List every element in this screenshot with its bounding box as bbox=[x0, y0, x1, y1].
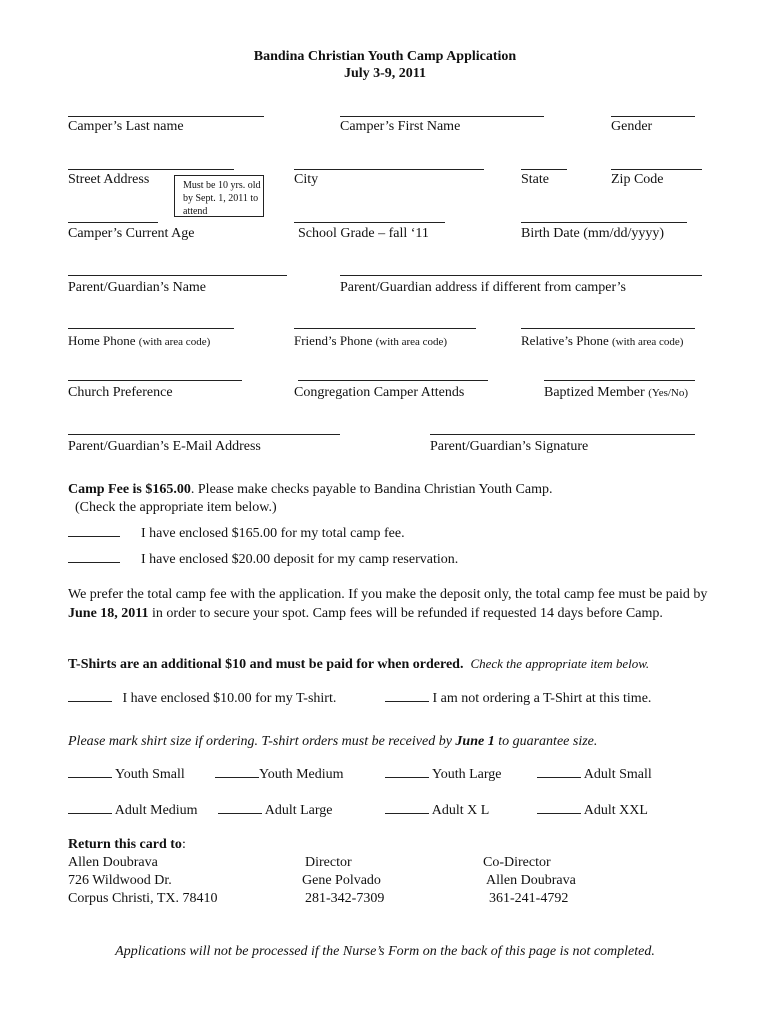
relative-phone-label bbox=[521, 333, 683, 349]
friend-phone-line[interactable] bbox=[294, 328, 476, 329]
fee-para-a: We prefer the total camp fee with the application. If you make the deposit only, the total camp fee must be paid by bbox=[68, 587, 708, 602]
current-age-label: Camper’s Current Age bbox=[68, 226, 195, 241]
size-youth-small bbox=[68, 766, 185, 783]
parent-address-line[interactable] bbox=[340, 275, 702, 276]
tshirt-enclosed bbox=[68, 690, 336, 707]
gender-label: Gender bbox=[611, 119, 653, 134]
director-name: Gene Polvado bbox=[302, 873, 381, 888]
baptized-line[interactable] bbox=[544, 380, 695, 381]
return-heading-text: Return this card to bbox=[68, 837, 182, 852]
size-blank[interactable] bbox=[385, 766, 429, 778]
size-instr-date: June 1 bbox=[455, 734, 495, 749]
parent-signature-label: Parent/Guardian’s Signature bbox=[430, 439, 589, 454]
baptized-note: (Yes/No) bbox=[648, 387, 689, 399]
form-title: Bandina Christian Youth Camp Application bbox=[253, 49, 517, 64]
school-grade-label: School Grade – fall ‘11 bbox=[298, 226, 429, 241]
state-line[interactable] bbox=[521, 169, 567, 170]
fee-total-text: I have enclosed $165.00 for my total camp fee. bbox=[141, 526, 405, 541]
size-blank[interactable] bbox=[68, 802, 112, 814]
last-name-line[interactable] bbox=[68, 116, 264, 117]
size-adult-xl bbox=[385, 802, 489, 819]
parent-email-line[interactable] bbox=[68, 434, 340, 435]
size-youth-large bbox=[385, 766, 501, 783]
home-phone-text: Home Phone bbox=[68, 333, 136, 348]
first-name-line[interactable] bbox=[340, 116, 544, 117]
fee-option-deposit bbox=[68, 551, 458, 568]
size-blank[interactable] bbox=[218, 802, 262, 814]
parent-name-line[interactable] bbox=[68, 275, 287, 276]
friend-phone-label bbox=[294, 333, 447, 349]
size-label: Adult XXL bbox=[583, 803, 648, 818]
last-name-label: Camper’s Last name bbox=[68, 119, 184, 134]
size-adult-xxl bbox=[537, 802, 648, 819]
congregation-line[interactable] bbox=[298, 380, 488, 381]
street-line[interactable] bbox=[68, 169, 234, 170]
tshirt-not-blank[interactable] bbox=[385, 690, 429, 702]
return-heading bbox=[68, 837, 186, 853]
friend-phone-note: (with area code) bbox=[375, 336, 448, 348]
parent-email-label: Parent/Guardian’s E-Mail Address bbox=[68, 439, 261, 454]
size-youth-medium bbox=[215, 766, 344, 783]
size-instr-b: to guarantee size. bbox=[494, 734, 598, 749]
fee-check-note: (Check the appropriate item below.) bbox=[75, 500, 277, 515]
current-age-line[interactable] bbox=[68, 222, 158, 223]
size-adult-small bbox=[537, 766, 652, 783]
tshirt-enclosed-blank[interactable] bbox=[68, 690, 112, 702]
size-adult-large bbox=[218, 802, 333, 819]
age-note-box bbox=[174, 175, 264, 217]
fee-para-date: June 18, 2011 bbox=[68, 605, 149, 621]
city-line[interactable] bbox=[294, 169, 484, 170]
baptized-text: Baptized Member bbox=[544, 385, 645, 400]
tshirt-not-text: I am not ordering a T-Shirt at this time. bbox=[432, 691, 652, 706]
congregation-label: Congregation Camper Attends bbox=[294, 385, 465, 400]
size-label: Youth Small bbox=[114, 767, 185, 782]
size-label: Adult X L bbox=[431, 803, 490, 818]
baptized-label bbox=[544, 385, 688, 401]
parent-signature-line[interactable] bbox=[430, 434, 695, 435]
relative-phone-line[interactable] bbox=[521, 328, 695, 329]
size-blank[interactable] bbox=[385, 802, 429, 814]
fee-option-total bbox=[68, 525, 405, 542]
size-blank[interactable] bbox=[215, 766, 259, 778]
home-phone-line[interactable] bbox=[68, 328, 234, 329]
size-label: Youth Large bbox=[431, 767, 502, 782]
director-title: Director bbox=[305, 855, 352, 870]
footer-note: Applications will not be processed if the Nurse’s Form on the back of this page is not completed. bbox=[115, 944, 655, 959]
tshirt-italic: Check the appropriate item below. bbox=[470, 656, 650, 671]
home-phone-note: (with area code) bbox=[138, 336, 211, 348]
size-instr-a: Please mark shirt size if ordering. T-shirt orders must be received by bbox=[68, 734, 456, 749]
size-label: Adult Medium bbox=[114, 803, 198, 818]
return-heading-colon: : bbox=[181, 837, 186, 852]
home-phone-label bbox=[68, 333, 210, 349]
fee-paragraph bbox=[68, 586, 708, 623]
size-label: Adult Small bbox=[583, 767, 652, 782]
zip-label: Zip Code bbox=[611, 172, 664, 187]
age-note-text: Must be 10 yrs. old by Sept. 1, 2011 to attend bbox=[183, 180, 261, 217]
tshirt-enclosed-text: I have enclosed $10.00 for my T-shirt. bbox=[122, 691, 337, 706]
parent-address-label: Parent/Guardian address if different from camper’s bbox=[340, 280, 626, 295]
size-blank[interactable] bbox=[68, 766, 112, 778]
fee-line bbox=[68, 482, 553, 498]
return-addr1: Allen Doubrava bbox=[68, 855, 158, 870]
fee-total-blank[interactable] bbox=[68, 525, 120, 537]
fee-bold: Camp Fee is $165.00 bbox=[68, 482, 191, 497]
size-instruction bbox=[68, 734, 597, 750]
form-dates: July 3-9, 2011 bbox=[343, 66, 427, 81]
return-addr2: 726 Wildwood Dr. bbox=[68, 873, 172, 888]
director-phone: 281-342-7309 bbox=[305, 891, 385, 906]
fee-text: . Please make checks payable to Bandina Christian Youth Camp. bbox=[190, 482, 553, 497]
birth-date-label: Birth Date (mm/dd/yyyy) bbox=[521, 226, 665, 241]
city-label: City bbox=[294, 172, 319, 187]
size-adult-medium bbox=[68, 802, 198, 819]
return-addr3: Corpus Christi, TX. 78410 bbox=[68, 891, 218, 906]
size-label: Youth Medium bbox=[259, 767, 344, 782]
size-blank[interactable] bbox=[537, 766, 581, 778]
fee-deposit-text: I have enclosed $20.00 deposit for my camp reservation. bbox=[141, 552, 459, 567]
zip-line[interactable] bbox=[611, 169, 702, 170]
friend-phone-text: Friend’s Phone bbox=[294, 333, 373, 348]
church-line[interactable] bbox=[68, 380, 242, 381]
church-label: Church Preference bbox=[68, 385, 173, 400]
gender-line[interactable] bbox=[611, 116, 695, 117]
codirector-name: Allen Doubrava bbox=[486, 873, 576, 888]
parent-name-label: Parent/Guardian’s Name bbox=[68, 280, 207, 295]
size-blank[interactable] bbox=[537, 802, 581, 814]
fee-deposit-blank[interactable] bbox=[68, 551, 120, 563]
school-grade-line[interactable] bbox=[294, 222, 445, 223]
relative-phone-text: Relative’s Phone bbox=[521, 333, 609, 348]
relative-phone-note: (with area code) bbox=[612, 336, 684, 348]
tshirt-bold: T-Shirts are an additional $10 and must be paid for when ordered. bbox=[68, 657, 464, 672]
street-label: Street Address bbox=[68, 172, 150, 187]
tshirt-header bbox=[68, 656, 649, 673]
first-name-label: Camper’s First Name bbox=[340, 119, 461, 134]
fee-para-b: in order to secure your spot. Camp fees will be refunded if requested 14 days before Camp. bbox=[148, 605, 663, 621]
codirector-title: Co-Director bbox=[483, 855, 551, 870]
birth-date-line[interactable] bbox=[521, 222, 687, 223]
size-label: Adult Large bbox=[264, 803, 333, 818]
tshirt-not-ordering bbox=[385, 690, 651, 707]
state-label: State bbox=[521, 172, 549, 187]
codirector-phone: 361-241-4792 bbox=[489, 891, 569, 906]
